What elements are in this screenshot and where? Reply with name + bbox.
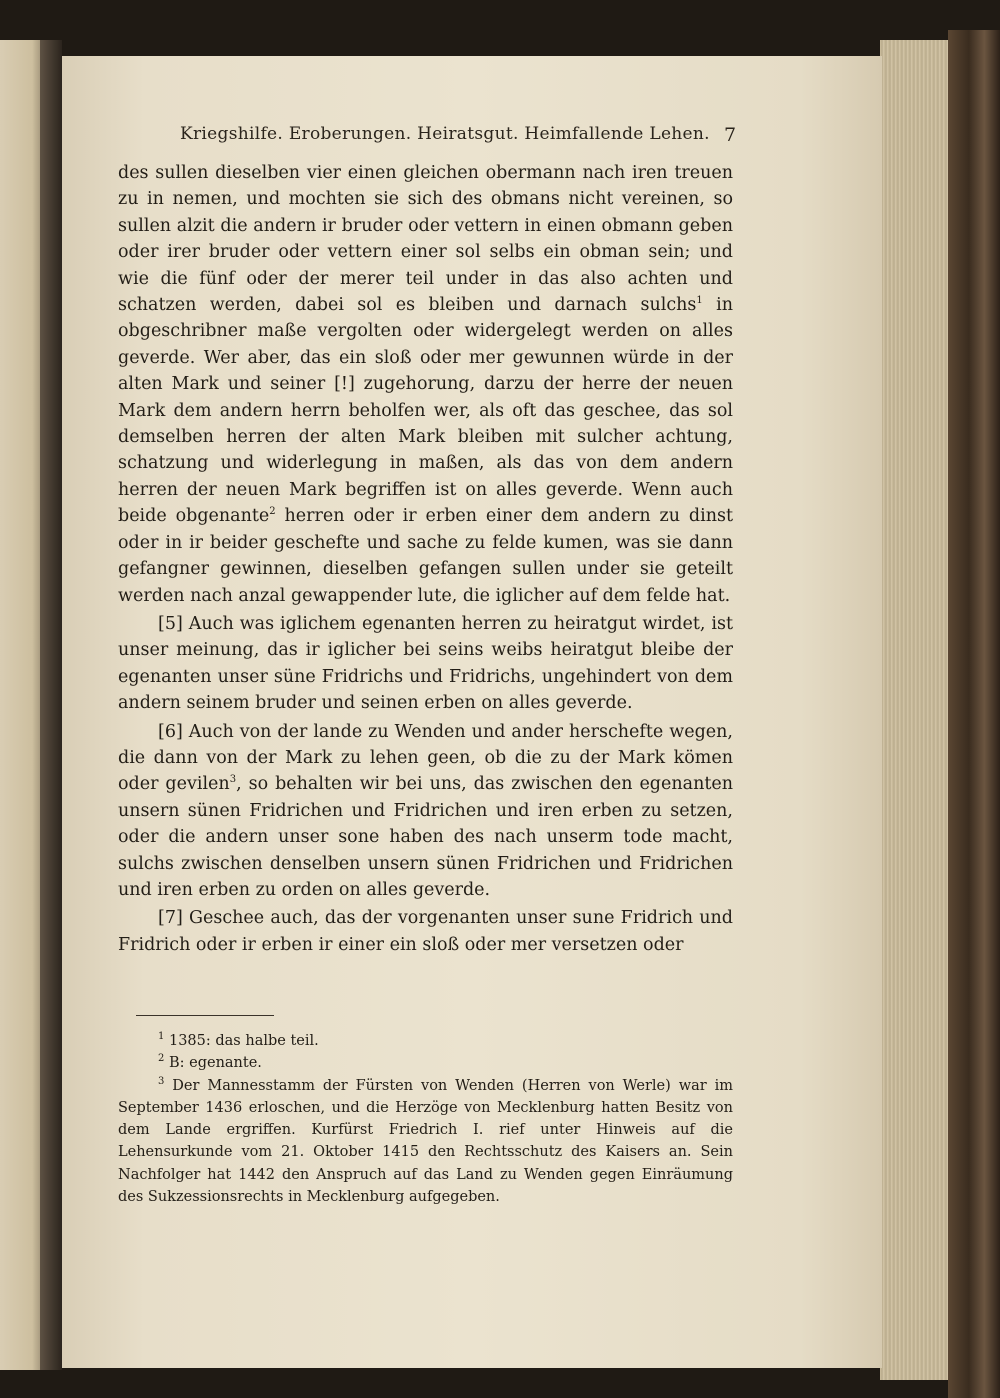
footnote-2 — [118, 1052, 733, 1074]
paragraph-6 — [118, 719, 733, 904]
paragraph-text: [7] Geschee auch, das der vorgenanten unser sune Fridrich und Fridrich oder ir erben ir einer ein sloß oder mer versetzen oder — [118, 908, 733, 955]
footnote-1 — [118, 1030, 733, 1052]
book-binding — [948, 30, 1000, 1398]
footnote-ref: 3 — [229, 774, 237, 786]
page-edges — [880, 40, 950, 1380]
footnote-mark: 2 — [158, 1053, 165, 1065]
paragraph-7 — [118, 905, 733, 958]
page-number: 7 — [724, 124, 737, 146]
footnote-mark: 3 — [158, 1075, 165, 1087]
footnote-mark: 1 — [158, 1031, 165, 1043]
footnote-text: 1385: das halbe teil. — [168, 1033, 319, 1049]
main-text — [118, 160, 733, 958]
footnote-text: Der Mannesstamm der Fürsten von Wenden (Herren von Werle) war im September 1436 erloschen, und die Herzöge von Mecklenburg hatten Besitz von dem Lande ergriffen. Kurfürst Friedrich I. rief unter Hinweis auf die Lehensurkunde vom 21. Oktober 1415 den Rechtsschutz des Kaisers an. Sein Nachfolger hat 1442 den Anspruch auf das Land zu Wenden gegen Einräumung des Sukzessionsrechts in Mecklenburg aufgegeben. — [118, 1077, 733, 1206]
paragraph-text: herren oder ir erben einer dem andern zu dinst oder in ir beider geschefte und sache zu felde kumen, was sie dann gefangner gewinnen, dieselben gefangen sullen under sie geteilt werden nach anzal gewappender lute, die iglicher auf dem felde hat. — [118, 506, 733, 606]
footnote-ref: 2 — [269, 506, 276, 518]
running-header: Kriegshilfe. Eroberungen. Heiratsgut. Heimfallende Lehen. — [180, 124, 710, 144]
paragraph-text: [6] Auch von der lande zu Wenden und ander herschefte wegen, die dann von der Mark zu lehen geen, ob die zu der Mark kömen oder gevilen — [118, 721, 733, 795]
paragraph-text: , so behalten wir bei uns, das zwischen den egenanten unsern sünen Fridrichen und Fridrichen und iren erben zu setzen, oder die andern unser sone haben des nach unserm tode macht, sulchs zwischen denselben unsern sünen Fridrichen und Fridrichen und iren erben zu orden on alles geverde. — [118, 774, 733, 900]
footnote-divider — [136, 1015, 274, 1016]
footnote-ref: 1 — [696, 295, 703, 307]
footnote-text: B: egenante. — [168, 1055, 262, 1072]
paragraph-continuation — [118, 160, 733, 609]
paragraph-5 — [118, 611, 733, 717]
paragraph-text: in obgeschribner maße vergolten oder widergelegt werden on alles geverde. Wer aber, das ein sloß oder mer gewunnen würde in der alten Mark und seiner [!] zugehorung, darzu der herre der neuen Mark dem andern herrn beholfen wer, als oft das geschee, das sol demselben herren der alten Mark bleiben mit sulcher achtung, schatzung und widerlegung in maßen, als das von dem andern herren der neuen Mark begriffen ist on alles geverde. Wenn auch beide obgenante — [118, 295, 733, 527]
paragraph-text: [5] Auch was iglichem egenanten herren zu heiratgut wirdet, ist unser meinung, das ir iglicher bei seins weibs heiratgut bleibe der egenanten unser süne Fridrichs und Fridrichs, ungehindert von dem andern seinem bruder und seinen erben on alles geverde. — [118, 613, 733, 714]
footnotes — [118, 1030, 733, 1208]
paragraph-text: des sullen dieselben vier einen gleichen obermann nach iren treuen zu in nemen, und mochten sie sich des obmans nicht vereinen, so sullen alzit die andern ir bruder oder vettern in einen obmann geben oder irer bruder oder vettern einer sol selbs ein obman sein; und wie die fünf oder der merer teil under in das also achten und schatzen werden, dabei sol es bleiben und darnach sulchs — [118, 163, 733, 316]
book-gutter — [40, 40, 62, 1370]
footnote-3 — [118, 1075, 733, 1209]
